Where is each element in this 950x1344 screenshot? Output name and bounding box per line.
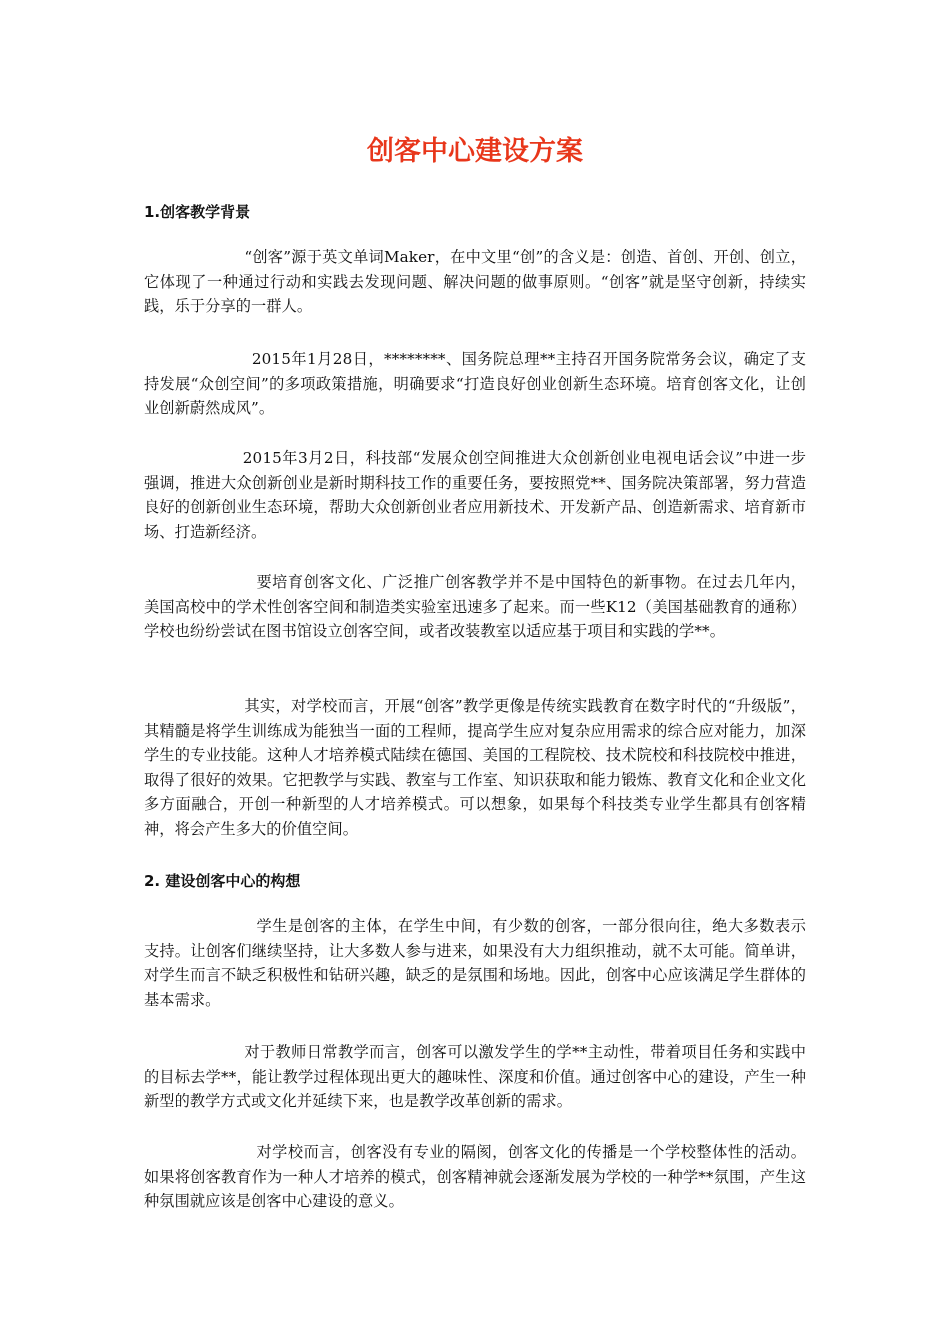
- paragraph-teachers: 对于教师日常教学而言，创客可以激发学生的学**主动性，带着项目任务和实践中的目标去学**，能让教学过程体现出更大的趣味性、深度和价值。通过创客中心的建设，产生一种新型的教学方式或文化并延续下来，也是教学改革创新的需求。: [144, 1043, 806, 1111]
- paragraph-state-council: 2015年1月28日，********、国务院总理**主持召开国务院常务会议，确定了支持发展“众创空间”的多项政策措施，明确要求“打造良好创业创新生态环境。培育创客文化，让创业创新蔚然成风”。: [144, 350, 806, 418]
- paragraph-upgrade-version: 其实，对学校而言，开展“创客”教学更像是传统实践教育在数字时代的“升级版”，其精髓是将学生训练成为能独当一面的工程师，提高学生应对复杂应用需求的综合应对能力，加深学生的专业技能。这种人才培养模式陆续在德国、美国的工程院校、技术院校和科技院校中推进，取得了很好的效果。它把教学与实践、教室与工作室、知识获取和能力锻炼、教育文化和企业文化多方面融合，开创一种新型的人才培养模式。可以想象，如果每个科技类专业学生都具有创客精神，将会产生多大的价值空间。: [144, 697, 806, 838]
- section-heading-background: 1.创客教学背景: [144, 203, 251, 221]
- paragraph-students: 学生是创客的主体，在学生中间，有少数的创客，一部分很向往，绝大多数表示支持。让创客们继续坚持，让大多数人参与进来，如果没有大力组织推动，就不太可能。简单讲，对学生而言不缺乏积极性和钻研兴趣，缺乏的是氛围和场地。因此，创客中心应该满足学生群体的基本需求。: [144, 917, 806, 1009]
- paragraph-maker-culture: 要培育创客文化、广泛推广创客教学并不是中国特色的新事物。在过去几年内，美国高校中的学术性创客空间和制造类实验室迅速多了起来。而一些K12（美国基础教育的通称）学校也纷纷尝试在图书馆设立创客空间，或者改装教室以适应基于项目和实践的学**。: [144, 573, 806, 641]
- paragraph-maker-definition: “创客”源于英文单词Maker，在中文里“创”的含义是：创造、首创、开创、创立，它体现了一种通过行动和实践去发现问题、解决问题的做事原则。“创客”就是坚守创新，持续实践，乐于分享的一群人。: [144, 248, 806, 316]
- document-title: 创客中心建设方案: [367, 136, 583, 167]
- paragraph-ministry-of-science: 2015年3月2日，科技部“发展众创空间推进大众创新创业电视电话会议”中进一步强调，推进大众创新创业是新时期科技工作的重要任务，要按照党**、国务院决策部署，努力营造良好的创新创业生态环境，帮助大众创新创业者应用新技术、开发新产品、创造新需求、培育新市场、打造新经济。: [144, 449, 806, 541]
- section-heading-concept: 2. 建设创客中心的构想: [144, 872, 301, 890]
- paragraph-school: 对学校而言，创客没有专业的隔阂，创客文化的传播是一个学校整体性的活动。如果将创客教育作为一种人才培养的模式，创客精神就会逐渐发展为学校的一种学**氛围，产生这种氛围就应该是创客中心建设的意义。: [144, 1143, 806, 1211]
